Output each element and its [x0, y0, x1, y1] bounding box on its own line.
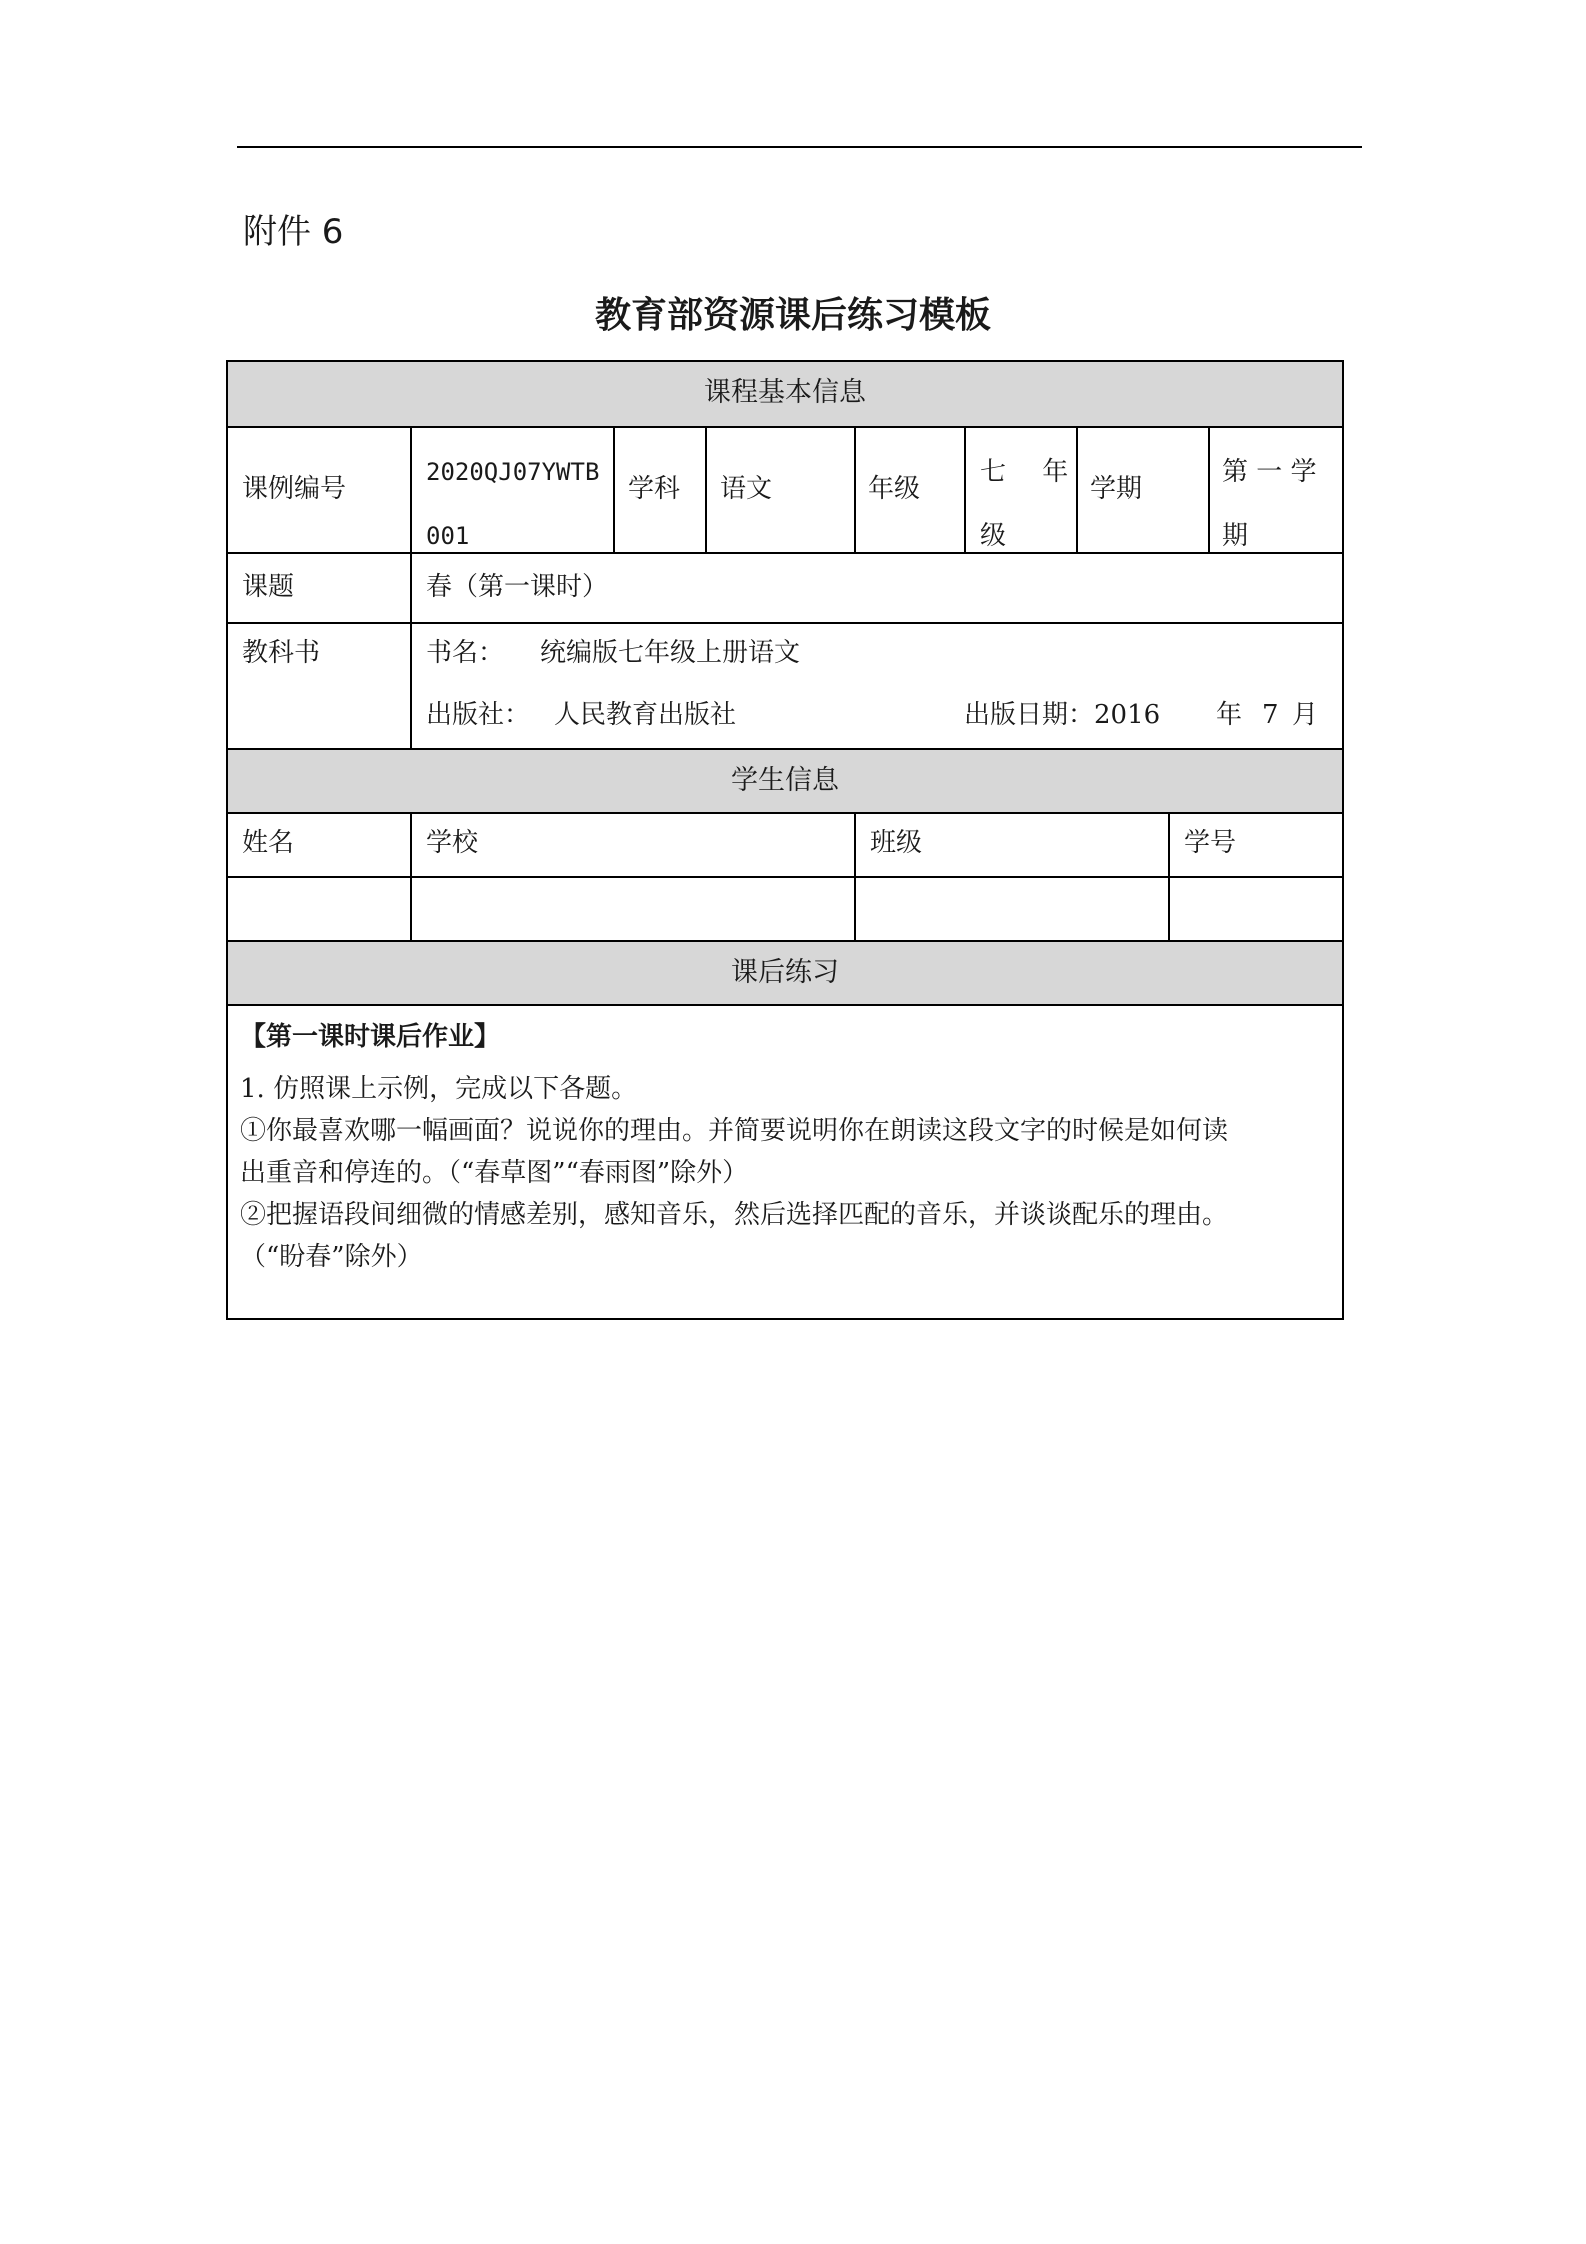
student-no-field[interactable] [1172, 878, 1340, 938]
pub-date-label: 出版日期：2016 [964, 700, 1161, 730]
school-label: 学校 [426, 828, 479, 858]
case-id-line-2: 001 [426, 522, 470, 550]
column-rule [854, 812, 856, 940]
semester-line-1: 第 一 学 [1222, 457, 1317, 487]
class-field[interactable] [858, 878, 1166, 938]
homework-line: 出重音和停连的。（“春草图”“春雨图”除外） [240, 1158, 749, 1188]
column-rule [964, 426, 966, 552]
exercise-form-table [226, 360, 1344, 1320]
column-rule [410, 812, 412, 940]
course-info-header: 课程基本信息 [704, 377, 866, 408]
grade-line-1: 七 年 [980, 457, 1083, 487]
homework-line: ②把握语段间细微的情感差别，感知音乐，然后选择匹配的音乐，并谈谈配乐的理由。 [240, 1200, 1229, 1230]
row-rule [228, 940, 1342, 942]
column-rule [854, 426, 856, 552]
case-id-value [426, 440, 599, 568]
pub-date-year-unit: 年 [1216, 700, 1243, 730]
student-info-header: 学生信息 [731, 765, 839, 796]
row-rule [228, 1004, 1342, 1006]
topic-label: 课题 [242, 572, 295, 602]
school-field[interactable] [414, 878, 852, 938]
publisher-value: 人民教育出版社 [554, 700, 737, 730]
case-id-line-1: 2020QJ07YWTB [426, 458, 600, 486]
semester-line-2: 期 [1222, 521, 1249, 551]
homework-line: 1. 仿照课上示例，完成以下各题。 [240, 1074, 638, 1104]
column-rule [705, 426, 707, 552]
case-id-label: 课例编号 [242, 474, 347, 504]
student-name-field[interactable] [232, 878, 408, 938]
column-rule [410, 426, 412, 748]
book-name-label: 书名： [426, 638, 505, 668]
row-rule [228, 812, 1342, 814]
row-rule [228, 748, 1342, 750]
subject-value: 语文 [720, 474, 773, 504]
homework-heading: 【第一课时课后作业】 [240, 1022, 501, 1052]
grade-value [980, 440, 1082, 568]
book-name-value: 统编版七年级上册语文 [540, 638, 801, 668]
semester-label: 学期 [1090, 474, 1143, 504]
semester-value [1222, 440, 1317, 568]
document-title: 教育部资源课后练习模板 [594, 295, 991, 336]
pub-date-month: 7 [1262, 700, 1279, 730]
student-no-label: 学号 [1184, 828, 1237, 858]
homework-line: （“盼春”除外） [240, 1242, 423, 1272]
homework-header: 课后练习 [731, 957, 839, 988]
column-rule [1168, 812, 1170, 940]
grade-label: 年级 [868, 474, 921, 504]
subject-label: 学科 [628, 474, 681, 504]
row-rule [228, 622, 1342, 624]
textbook-label: 教科书 [242, 638, 321, 668]
grade-line-2: 级 [980, 521, 1007, 551]
attachment-label: 附件 6 [243, 212, 344, 252]
header-rule [237, 146, 1362, 148]
row-rule [228, 552, 1342, 554]
topic-value: 春（第一课时） [426, 572, 609, 602]
homework-line: ①你最喜欢哪一幅画面？说说你的理由。并简要说明你在朗读这段文字的时候是如何读 [240, 1116, 1229, 1146]
row-rule [228, 426, 1342, 428]
class-label: 班级 [870, 828, 923, 858]
publisher-label: 出版社： [426, 700, 531, 730]
pub-date-month-unit: 月 [1292, 700, 1319, 730]
column-rule [613, 426, 615, 552]
column-rule [1208, 426, 1210, 552]
student-name-label: 姓名 [242, 828, 295, 858]
